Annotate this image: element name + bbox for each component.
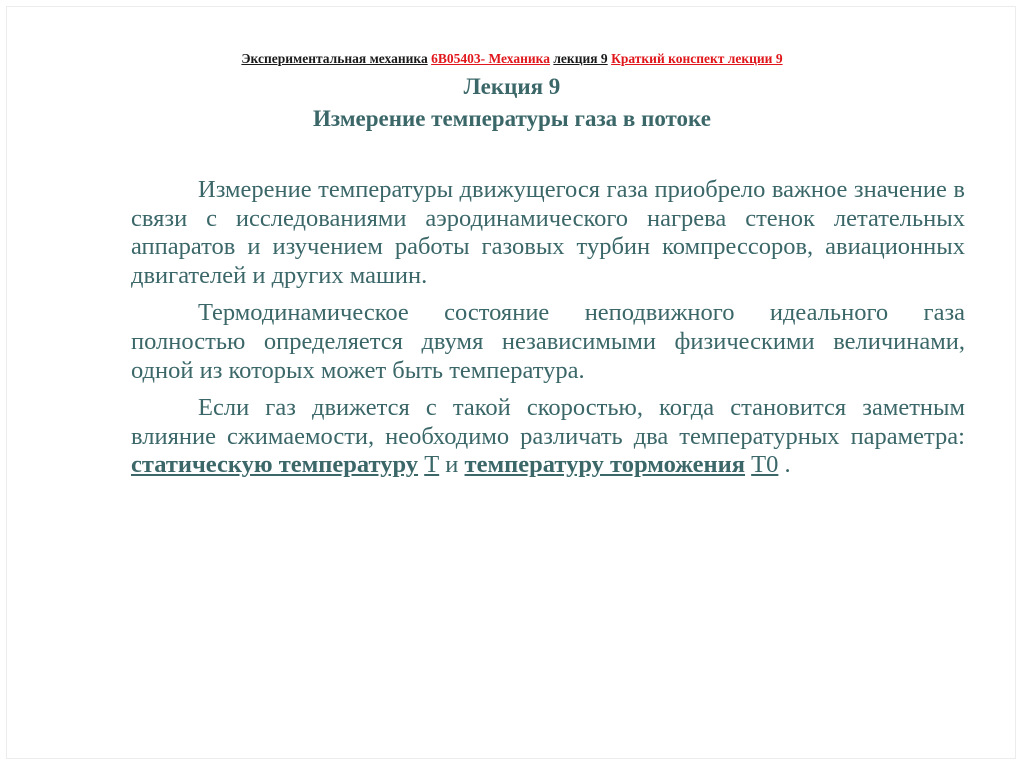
conjunction-and: и bbox=[445, 451, 459, 479]
paragraph-1: Измерение температуры движущегося газа приобрело важное значение в связи с исследованиями аэродинамического нагрева стенок летательных аппаратов и изучением работы газовых турбин компрессоров, авиационных двигателей и других машин. bbox=[131, 176, 965, 289]
course-header bbox=[0, 51, 1024, 67]
static-temperature-term: статическую температуру bbox=[131, 451, 419, 479]
paragraph-3 bbox=[131, 394, 965, 480]
sentence-end: . bbox=[784, 451, 791, 479]
course-name: Экспериментальная механика bbox=[241, 51, 428, 66]
lecture-title: Лекция 9 bbox=[463, 74, 561, 99]
topic-title: Измерение температуры газа в потоке bbox=[313, 106, 711, 131]
paragraph-2: Термодинамическое состояние неподвижного идеального газа полностью определяется двумя независимыми физическими величинами, одной из которых может быть температура. bbox=[131, 299, 965, 384]
course-code: 6B05403- Механика bbox=[431, 51, 550, 66]
lecture-body bbox=[131, 176, 965, 489]
paragraph-3-intro: Если газ движется с такой скоростью, когда становится заметным влияние сжимаемости, необходимо различать два температурных параметра: bbox=[131, 394, 965, 450]
summary-ref: Краткий конспект лекции 9 bbox=[611, 51, 783, 66]
static-temperature-symbol: Т bbox=[424, 451, 440, 479]
stagnation-temperature-symbol: Т0 bbox=[751, 451, 779, 479]
stagnation-temperature-term: температуру торможения bbox=[464, 451, 746, 479]
lecture-ref: лекция 9 bbox=[553, 51, 608, 66]
